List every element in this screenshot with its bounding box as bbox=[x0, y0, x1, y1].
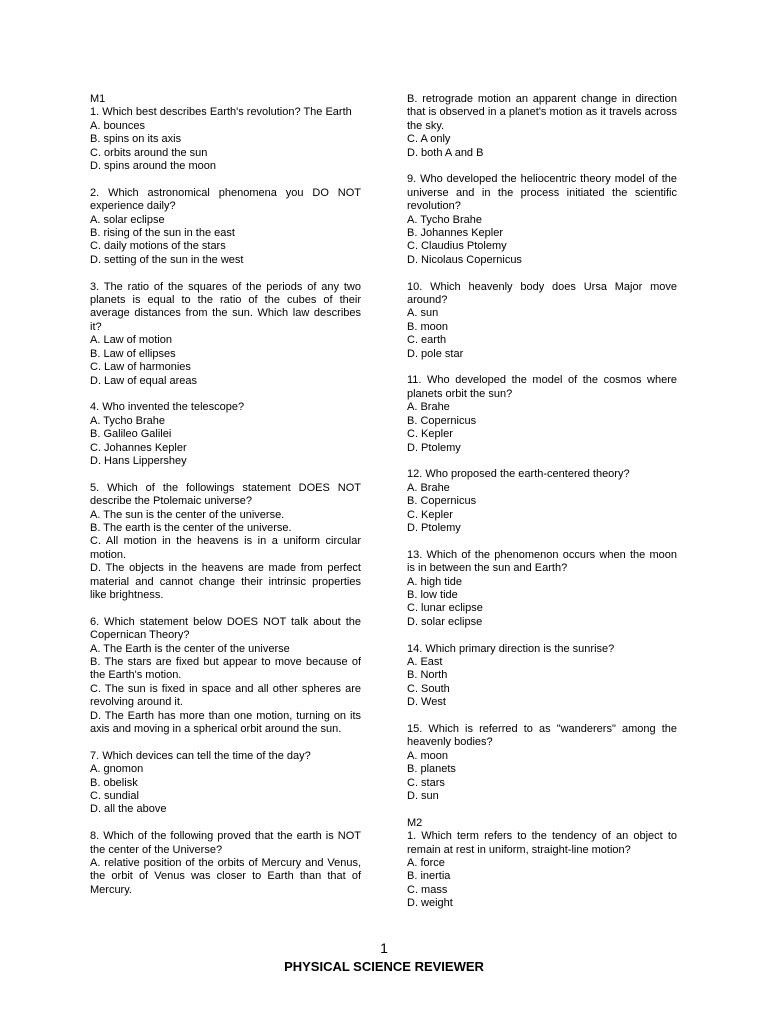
answer-option: B. Law of ellipses bbox=[90, 347, 176, 360]
answer-option: B. inertia bbox=[407, 870, 451, 883]
answer-option: C. All motion in the heavens is in a uniform circular motion. bbox=[90, 535, 361, 561]
question-block bbox=[90, 401, 361, 468]
answer-option: B. spins on its axis bbox=[90, 133, 182, 146]
answer-option: A. force bbox=[407, 857, 445, 870]
answer-option: A. The sun is the center of the universe. bbox=[90, 508, 285, 521]
question-stem: 1. Which term refers to the tendency of an object to remain at rest in uniform, straight-line motion? bbox=[407, 830, 677, 856]
answer-option: D. West bbox=[407, 696, 446, 709]
question-stem: 15. Which is referred to as "wanderers" among the heavenly bodies? bbox=[407, 722, 677, 749]
answer-option: C. Claudius Ptolemy bbox=[407, 240, 507, 253]
answer-option: D. Hans Lippershey bbox=[90, 454, 187, 467]
question-block bbox=[90, 187, 361, 267]
answer-option: A. Brahe bbox=[407, 481, 450, 494]
answer-option: C. Kepler bbox=[407, 508, 453, 521]
right-question-list bbox=[407, 173, 677, 803]
question-block bbox=[407, 723, 677, 803]
answer-option: B. moon bbox=[407, 320, 448, 333]
question-block bbox=[90, 281, 361, 388]
answer-option: A. Law of motion bbox=[90, 334, 172, 347]
answer-option: B. Copernicus bbox=[407, 414, 477, 427]
answer-option: C. stars bbox=[407, 776, 445, 789]
answer-option: D. both A and B bbox=[407, 146, 484, 159]
m2-question-list bbox=[407, 830, 677, 910]
answer-option: C. Johannes Kepler bbox=[90, 441, 187, 454]
answer-option: D. Ptolemy bbox=[407, 441, 461, 454]
document-title: PHYSICAL SCIENCE REVIEWER bbox=[284, 959, 484, 974]
answer-option: B. planets bbox=[407, 763, 456, 776]
answer-option: D. Nicolaus Copernicus bbox=[407, 253, 522, 266]
section-label-m1: M1 bbox=[90, 93, 106, 105]
question-stem: 5. Which of the followings statement DOES NOT describe the Ptolemaic universe? bbox=[90, 481, 361, 508]
question-block bbox=[407, 173, 677, 267]
answer-option: D. pole star bbox=[407, 347, 464, 360]
question-stem: 8. Which of the following proved that the earth is NOT the center of the Universe? bbox=[90, 830, 361, 856]
answer-option: D. Ptolemy bbox=[407, 521, 461, 534]
answer-option: C. A only bbox=[407, 133, 451, 146]
question-block bbox=[407, 830, 677, 910]
answer-option: B. Copernicus bbox=[407, 495, 477, 508]
answer-option: C. orbits around the sun bbox=[90, 146, 208, 159]
answer-option: C. Law of harmonies bbox=[90, 361, 191, 374]
answer-option: B. retrograde motion an apparent change in direction that is observed in a planet's motion as it travels across the sky. bbox=[407, 93, 677, 132]
question-stem: 7. Which devices can tell the time of the day? bbox=[90, 749, 311, 762]
question-block bbox=[407, 468, 677, 535]
answer-option: B. obelisk bbox=[90, 776, 138, 789]
answer-option: A. Tycho Brahe bbox=[90, 414, 166, 427]
answer-option: B. Johannes Kepler bbox=[407, 227, 504, 240]
answer-option: A. relative position of the orbits of Mercury and Venus, the orbit of Venus was closer to Earth than that of Mercury. bbox=[90, 857, 361, 896]
answer-option: B. The earth is the center of the universe. bbox=[90, 521, 292, 534]
answer-option: C. Kepler bbox=[407, 428, 453, 441]
question-stem: 10. Which heavenly body does Ursa Major move around? bbox=[407, 280, 677, 307]
question-stem: 2. Which astronomical phenomena you DO NOT experience daily? bbox=[90, 186, 361, 213]
answer-option: B. low tide bbox=[407, 588, 458, 601]
question-stem: 6. Which statement below DOES NOT talk about the Copernican Theory? bbox=[90, 615, 361, 642]
question-block bbox=[90, 616, 361, 737]
answer-option: D. The Earth has more than one motion, turning on its axis and moving in a spherical orbit around the sun. bbox=[90, 709, 361, 736]
answer-option: D. solar eclipse bbox=[407, 615, 483, 628]
question-block bbox=[90, 482, 361, 603]
answer-option: D. weight bbox=[407, 897, 453, 910]
answer-option: C. The sun is fixed in space and all other spheres are revolving around it. bbox=[90, 682, 361, 709]
question-stem: 12. Who proposed the earth-centered theory? bbox=[407, 468, 630, 481]
answer-option: A. sun bbox=[407, 307, 439, 320]
answer-option: A. solar eclipse bbox=[90, 213, 165, 226]
question-block bbox=[407, 643, 677, 710]
question-stem: 4. Who invented the telescope? bbox=[90, 401, 245, 414]
answer-option: B. rising of the sun in the east bbox=[90, 227, 235, 240]
answer-option: C. mass bbox=[407, 883, 448, 896]
answer-option: A. Tycho Brahe bbox=[407, 213, 483, 226]
answer-option: D. Law of equal areas bbox=[90, 374, 198, 387]
question-block bbox=[90, 750, 361, 817]
answer-option: D. sun bbox=[407, 790, 439, 803]
answer-option: C. daily motions of the stars bbox=[90, 240, 226, 253]
question-block bbox=[407, 374, 677, 454]
page-number: 1 bbox=[380, 940, 388, 956]
question-stem: 1. Which best describes Earth's revolution? The Earth bbox=[90, 106, 352, 119]
answer-option: D. setting of the sun in the west bbox=[90, 253, 244, 266]
answer-option: C. sundial bbox=[90, 790, 139, 803]
answer-option: D. The objects in the heavens are made from perfect material and cannot change their intrinsic properties like brightness. bbox=[90, 562, 361, 601]
answer-option: A. Brahe bbox=[407, 401, 450, 414]
answer-option: C. South bbox=[407, 682, 450, 695]
question-stem: 13. Which of the phenomenon occurs when the moon is in between the sun and Earth? bbox=[407, 548, 677, 575]
left-column bbox=[90, 93, 361, 897]
answer-option: B. North bbox=[407, 669, 448, 682]
question-block bbox=[407, 549, 677, 629]
answer-option: D. all the above bbox=[90, 803, 167, 816]
question-8-continued bbox=[407, 93, 677, 160]
answer-option: A. East bbox=[407, 655, 443, 668]
question-block bbox=[90, 106, 361, 173]
left-question-list bbox=[90, 106, 361, 897]
section-label-m2: M2 bbox=[407, 816, 423, 829]
answer-option: A. moon bbox=[407, 749, 448, 762]
answer-option: B. The stars are fixed but appear to move because of the Earth's motion. bbox=[90, 655, 361, 682]
answer-option: A. bounces bbox=[90, 119, 146, 132]
right-column bbox=[407, 93, 677, 911]
answer-option: B. Galileo Galilei bbox=[90, 428, 172, 441]
question-block bbox=[90, 830, 361, 897]
answer-option: C. lunar eclipse bbox=[407, 602, 483, 615]
question-stem: 14. Which primary direction is the sunrise? bbox=[407, 642, 615, 655]
answer-option: C. earth bbox=[407, 334, 447, 347]
question-stem: 9. Who developed the heliocentric theory model of the universe and in the process initiated the scientific revolution? bbox=[407, 173, 677, 213]
answer-option: A. gnomon bbox=[90, 763, 144, 776]
answer-option: D. spins around the moon bbox=[90, 160, 216, 173]
question-stem: 3. The ratio of the squares of the periods of any two planets is equal to the ratio of the cubes of their average distances from the sun. Which law describes it? bbox=[90, 280, 361, 333]
question-block bbox=[407, 281, 677, 361]
answer-option: A. The Earth is the center of the universe bbox=[90, 642, 290, 655]
question-stem: 11. Who developed the model of the cosmos where planets orbit the sun? bbox=[407, 374, 677, 400]
answer-option: A. high tide bbox=[407, 575, 463, 588]
